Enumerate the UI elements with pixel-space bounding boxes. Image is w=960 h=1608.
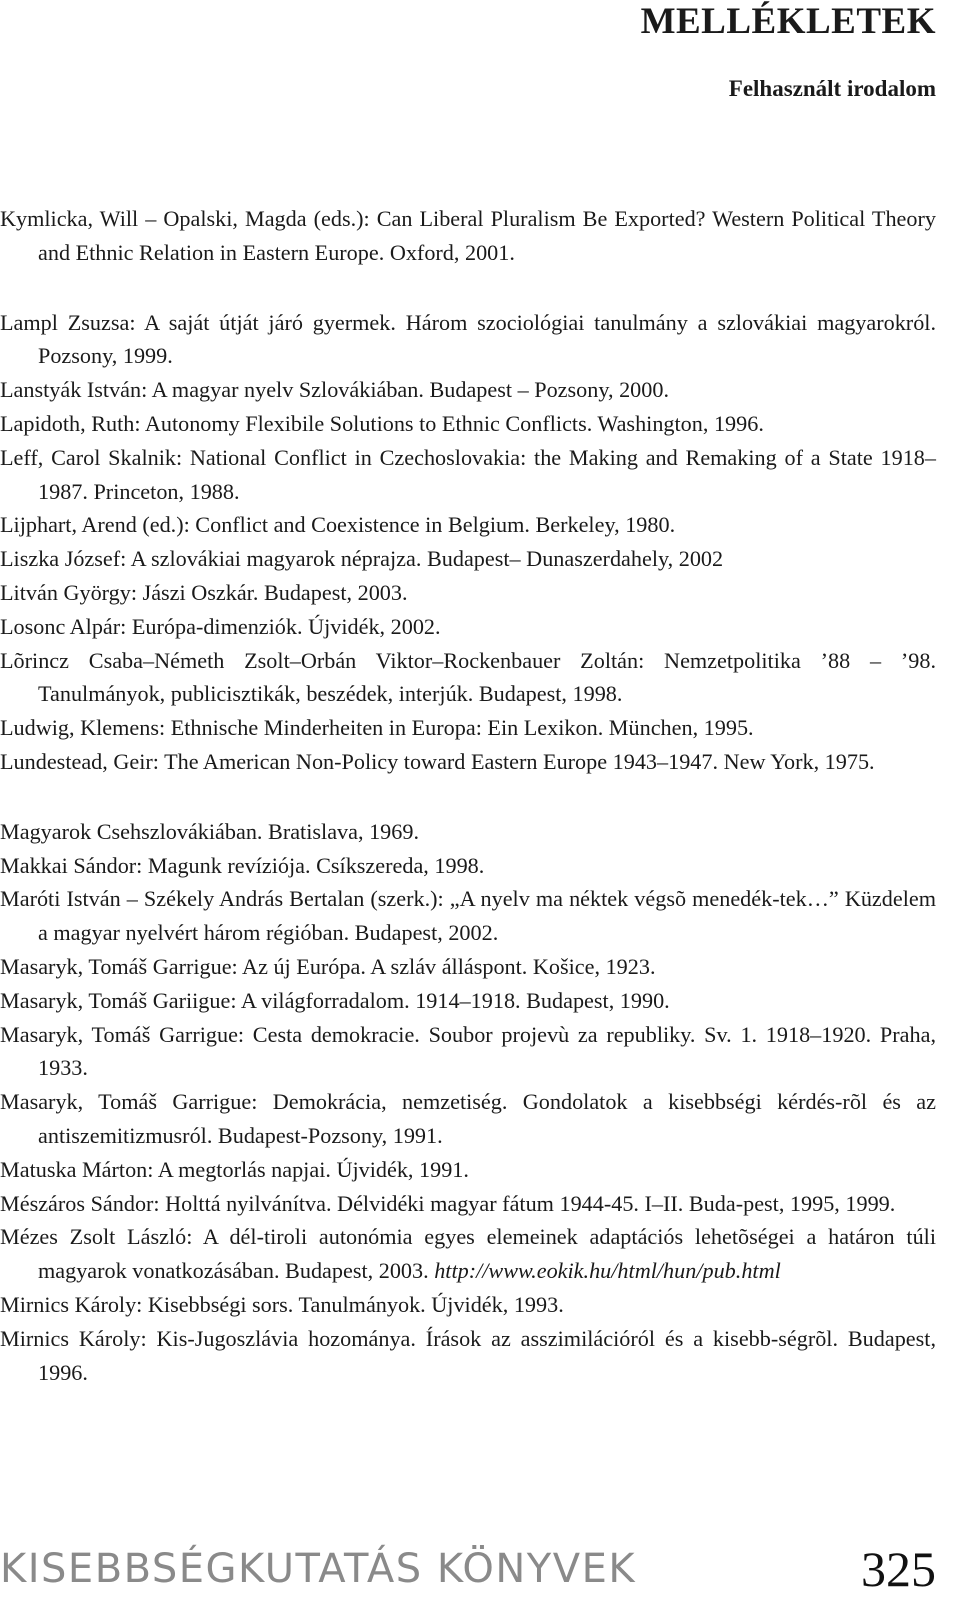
- bibliography-entry: [0, 306, 936, 374]
- bibliography-entry: [0, 1018, 936, 1086]
- entry-text: Matuska Márton: A megtorlás napjai. Újvidék, 1991.: [0, 1156, 469, 1182]
- entry-text: Lõrincz Csaba–Németh Zsolt–Orbán Viktor–Rockenbauer Zoltán: Nemzetpolitika ’88 – ’98. Tanulmányok, publicisztikák, beszédek, interjúk. Budapest, 1998.: [0, 647, 936, 707]
- entry-text: Ludwig, Klemens: Ethnische Minderheiten in Europa: Ein Lexikon. München, 1995.: [0, 715, 754, 741]
- entry-text: Lanstyák István: A magyar nyelv Szlovákiában. Budapest – Pozsony, 2000.: [0, 377, 670, 403]
- page-number: 325: [861, 1541, 936, 1597]
- bibliography-entry: [0, 882, 936, 950]
- bibliography-entry: [0, 576, 936, 610]
- entry-text: Lapidoth, Ruth: Autonomy Flexibile Solutions to Ethnic Conflicts. Washington, 1996.: [0, 410, 764, 436]
- section-subtitle: Felhasznált irodalom: [728, 76, 936, 101]
- entry-text: Leff, Carol Skalnik: National Conflict in Czechoslovakia: the Making and Remaking of a State 1918–1987. Princeton, 1988.: [0, 444, 936, 504]
- bibliography-entry: [0, 1153, 936, 1187]
- entry-text: Masaryk, Tomáš Garrigue: Demokrácia, nemzetiség. Gondolatok a kisebbségi kérdés-rõl és az antiszemitizmusról. Budapest-Pozsony, 1991.: [0, 1089, 936, 1148]
- bibliography-entry: [0, 373, 936, 407]
- bibliography-entry: [0, 508, 936, 542]
- entry-text: Makkai Sándor: Magunk revíziója. Csíkszereda, 1998.: [0, 852, 485, 878]
- entry-text: Maróti István – Székely András Bertalan (szerk.): „A nyelv ma néktek végsõ menedék-tek…” Küzdelem a magyar nyelvért három régióban. Budapest, 2002.: [0, 886, 936, 946]
- bibliography-entry: [0, 610, 936, 644]
- bibliography-entry: [0, 542, 936, 576]
- bibliography-entry: [0, 1220, 936, 1288]
- bibliography-entry: [0, 202, 936, 270]
- entry-text: Mézes Zsolt László: A dél-tiroli autonómia egyes elemeinek adaptációs lehetõségei a határon túli magyarok vonatkozásában. Budapest, 2003.: [0, 1224, 936, 1284]
- bibliography-entry: [0, 644, 936, 712]
- bibliography-entry: [0, 711, 936, 745]
- bibliography-entry: [0, 984, 936, 1018]
- entry-text: Magyarok Csehszlovákiában. Bratislava, 1969.: [0, 818, 419, 844]
- bibliography-entry: [0, 1187, 936, 1221]
- entry-url[interactable]: http://www.eokik.hu/html/hun/pub.html: [434, 1258, 781, 1284]
- entry-text: Masaryk, Tomáš Garrigue: Cesta demokracie. Soubor projevù za republiky. Sv. 1. 1918–1920. Praha, 1933.: [0, 1021, 936, 1081]
- bibliography-group: [0, 815, 936, 1390]
- entry-text: Liszka József: A szlovákiai magyarok néprajza. Budapest– Dunaszerdahely, 2002: [0, 546, 724, 572]
- entry-text: Masaryk, Tomáš Garrigue: Az új Európa. A szláv álláspont. Košice, 1923.: [0, 953, 656, 979]
- bibliography-entry: [0, 1322, 936, 1390]
- section-title: MELLÉKLETEK: [640, 1, 936, 42]
- entry-text: Losonc Alpár: Európa-dimenziók. Újvidék, 2002.: [0, 613, 441, 639]
- bibliography-list: [0, 202, 936, 1425]
- entry-text: Mészáros Sándor: Holttá nyilvánítva. Délvidéki magyar fátum 1944-45. I–II. Buda-pest, 1995, 1999.: [0, 1190, 896, 1216]
- bibliography-entry: [0, 815, 936, 849]
- bibliography-entry: [0, 441, 936, 509]
- bibliography-entry: [0, 745, 936, 779]
- bibliography-entry: [0, 1288, 936, 1322]
- entry-text: Kymlicka, Will – Opalski, Magda (eds.): Can Liberal Pluralism Be Exported? Western Political Theory and Ethnic Relation in Eastern Europe. Oxford, 2001.: [0, 206, 936, 265]
- entry-text: Lijphart, Arend (ed.): Conflict and Coexistence in Belgium. Berkeley, 1980.: [0, 512, 676, 538]
- entry-text: Lampl Zsuzsa: A saját útját járó gyermek. Három szociológiai tanulmány a szlovákiai magyarokról. Pozsony, 1999.: [0, 309, 936, 369]
- entry-text: Mirnics Károly: Kis-Jugoszlávia hozománya. Írások az asszimilációról és a kisebb-ségrõl. Budapest, 1996.: [0, 1325, 936, 1385]
- series-title: KISEBBSÉGKUTATÁS KÖNYVEK: [0, 1546, 637, 1592]
- bibliography-group: [0, 202, 936, 270]
- bibliography-entry: [0, 849, 936, 883]
- bibliography-group: [0, 306, 936, 779]
- entry-text: Lundestead, Geir: The American Non-Policy toward Eastern Europe 1943–1947. New York, 1975.: [0, 748, 875, 774]
- entry-text: Litván György: Jászi Oszkár. Budapest, 2003.: [0, 579, 408, 605]
- entry-text: Mirnics Károly: Kisebbségi sors. Tanulmányok. Újvidék, 1993.: [0, 1291, 564, 1317]
- bibliography-entry: [0, 407, 936, 441]
- entry-text: Masaryk, Tomáš Gariigue: A világforradalom. 1914–1918. Budapest, 1990.: [0, 987, 670, 1013]
- bibliography-entry: [0, 950, 936, 984]
- bibliography-entry: [0, 1085, 936, 1153]
